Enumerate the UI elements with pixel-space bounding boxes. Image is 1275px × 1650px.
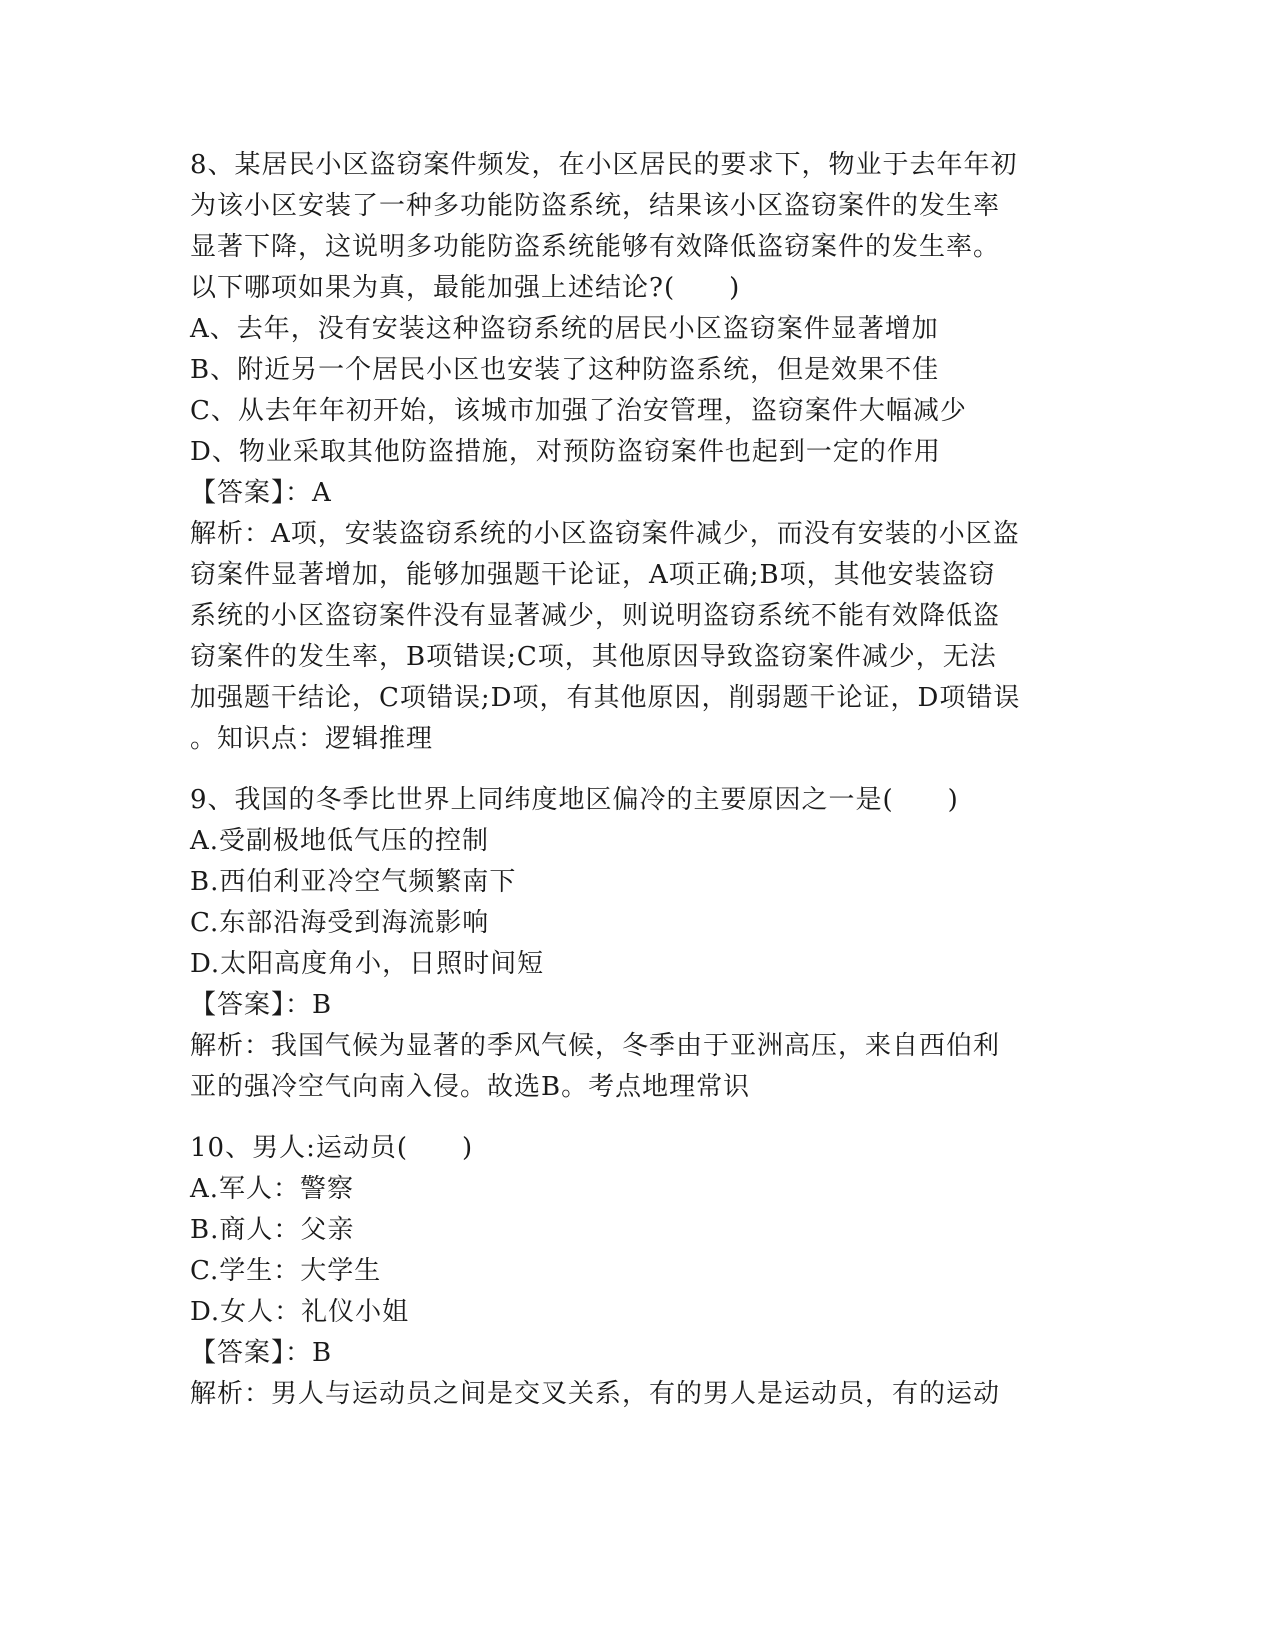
question-8-stem-line-2: 为该小区安装了一种多功能防盗系统，结果该小区盗窃案件的发生率 (190, 191, 1001, 221)
question-8-stem-line-4: 以下哪项如果为真，最能加强上述结论?( ) (190, 273, 741, 303)
question-8-option-b: B、附近另一个居民小区也安装了这种防盗系统，但是效果不佳 (190, 355, 940, 385)
question-8-analysis-line-1: 解析：A项，安装盗窃系统的小区盗窃案件减少，而没有安装的小区盗 (190, 519, 1020, 549)
question-8-analysis-line-6: 。知识点：逻辑推理 (190, 724, 434, 754)
question-9-option-a: A.受副极地低气压的控制 (190, 826, 490, 856)
question-9-option-b: B.西伯利亚冷空气频繁南下 (190, 867, 517, 897)
question-9-option-d: D.太阳高度角小，日照时间短 (190, 949, 545, 979)
question-10-option-b: B.商人：父亲 (190, 1215, 355, 1245)
question-8-option-c: C、从去年年初开始，该城市加强了治安管理，盗窃案件大幅减少 (190, 396, 967, 426)
question-9-analysis-line-2: 亚的强冷空气向南入侵。故选B。考点地理常识 (190, 1072, 751, 1102)
question-10-option-d: D.女人：礼仪小姐 (190, 1297, 410, 1327)
question-8-analysis-line-2: 窃案件显著增加，能够加强题干论证，A项正确;B项，其他安装盗窃 (190, 560, 996, 590)
question-10-analysis-line-1: 解析：男人与运动员之间是交叉关系，有的男人是运动员，有的运动 (190, 1379, 1001, 1409)
question-9-stem-line-1: 9、我国的冬季比世界上同纬度地区偏冷的主要原因之一是( ) (190, 785, 959, 815)
question-8-option-a: A、去年，没有安装这种盗窃系统的居民小区盗窃案件显著增加 (190, 314, 939, 344)
question-9-answer: 【答案】：B (190, 990, 333, 1020)
question-8-analysis-line-3: 系统的小区盗窃案件没有显著减少，则说明盗窃系统不能有效降低盗 (190, 601, 1001, 631)
question-8-stem-line-1: 8、某居民小区盗窃案件频发，在小区居民的要求下，物业于去年年初 (190, 150, 1018, 180)
question-10-answer: 【答案】：B (190, 1338, 333, 1368)
question-9-analysis-line-1: 解析：我国气候为显著的季风气候，冬季由于亚洲高压，来自西伯利 (190, 1031, 1001, 1061)
question-8-analysis-line-5: 加强题干结论，C项错误;D项，有其他原因，削弱题干论证，D项错误 (190, 683, 1021, 713)
question-10-option-a: A.军人：警察 (190, 1174, 355, 1204)
question-8-stem-line-3: 显著下降，这说明多功能防盗系统能够有效降低盗窃案件的发生率。 (190, 232, 1001, 262)
question-10-stem-line-1: 10、男人:运动员( ) (190, 1133, 474, 1163)
question-9-option-c: C.东部沿海受到海流影响 (190, 908, 490, 938)
question-8-option-d: D、物业采取其他防盗措施，对预防盗窃案件也起到一定的作用 (190, 437, 941, 467)
question-8-answer: 【答案】：A (190, 478, 332, 508)
question-8-analysis-line-4: 窃案件的发生率，B项错误;C项，其他原因导致盗窃案件减少，无法 (190, 642, 997, 672)
question-10-option-c: C.学生：大学生 (190, 1256, 382, 1286)
